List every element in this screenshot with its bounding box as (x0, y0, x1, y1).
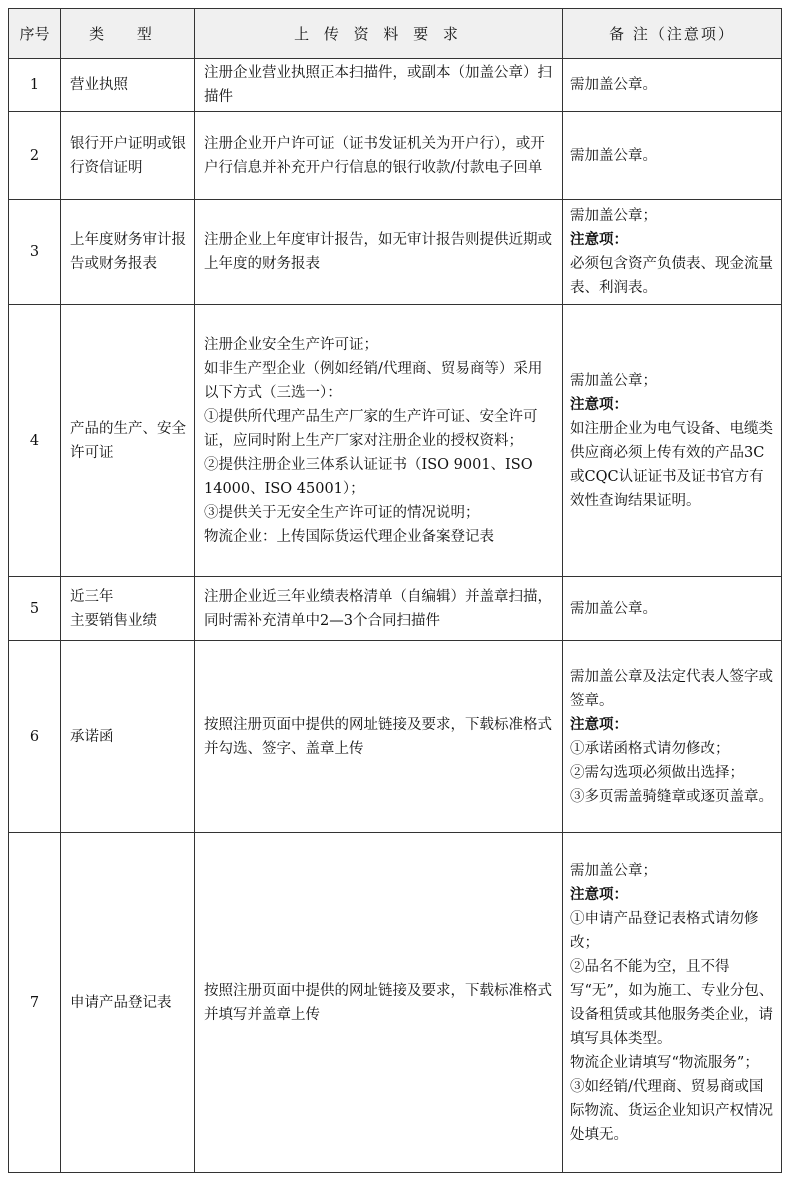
row-requirements (195, 112, 563, 200)
header-seq: 序号 (9, 9, 61, 59)
row-notes (563, 577, 782, 641)
note-heading: 注意项： (570, 885, 628, 903)
requirement-line: 如非生产型企业（例如经销/代理商、贸易商等）采用以下方式（三选一）： (204, 360, 543, 401)
requirement-line: 物流企业：上传国际货运代理企业备案登记表 (204, 528, 494, 545)
note-line: 需加盖公章； (570, 372, 657, 389)
note-line: 需加盖公章； (570, 208, 657, 224)
table-row (9, 59, 782, 112)
type-line: 主要销售业绩 (70, 612, 157, 629)
note-line: 需加盖公章。 (570, 147, 657, 164)
table-row (9, 200, 782, 305)
note-line: ③多页需盖骑缝章或逐页盖章。 (570, 788, 773, 805)
requirement-line: 注册企业近三年业绩表格清单（自编辑）并盖章扫描，同时需补充清单中2—3个合同扫描件 (204, 588, 552, 629)
requirement-line: 注册企业开户许可证（证书发证机关为开户行），或开户行信息并补充开户行信息的银行收款/付款电子回单 (204, 135, 545, 176)
row-type: 承诺函 (61, 641, 195, 833)
row-notes (563, 112, 782, 200)
row-requirements (195, 641, 563, 833)
row-type: 产品的生产、安全许可证 (61, 305, 195, 577)
requirement-line: ②提供注册企业三体系认证证书（ISO 9001、ISO 14000、ISO 45001）； (204, 456, 533, 497)
requirement-line: 注册企业安全生产许可证； (204, 336, 378, 353)
row-seq: 1 (9, 59, 61, 112)
row-seq: 3 (9, 200, 61, 305)
note-line: ②需勾选项必须做出选择； (570, 764, 744, 781)
note-line: 需加盖公章； (570, 862, 657, 879)
requirement-line: 注册企业营业执照正本扫描件，或副本（加盖公章）扫描件 (204, 65, 552, 105)
note-heading: 注意项： (570, 395, 628, 413)
type-line: 近三年 (70, 588, 114, 605)
row-seq: 4 (9, 305, 61, 577)
table-row (9, 577, 782, 641)
note-line: 需加盖公章。 (570, 77, 657, 93)
table-row (9, 641, 782, 833)
note-line: 物流企业请填写“物流服务”； (570, 1054, 759, 1071)
note-line: 必须包含资产负债表、现金流量表、利润表。 (570, 256, 773, 296)
row-notes (563, 833, 782, 1173)
requirement-line: 按照注册页面中提供的网址链接及要求，下载标准格式并填写并盖章上传 (204, 982, 552, 1023)
header-row (9, 9, 782, 59)
note-line: 需加盖公章。 (570, 600, 657, 617)
table-row (9, 112, 782, 200)
row-requirements (195, 200, 563, 305)
row-seq: 5 (9, 577, 61, 641)
requirement-line: 注册企业上年度审计报告，如无审计报告则提供近期或上年度的财务报表 (204, 232, 552, 272)
note-line: ①承诺函格式请勿修改； (570, 740, 730, 757)
row-notes (563, 200, 782, 305)
note-line: ①申请产品登记表格式请勿修改； (570, 910, 759, 951)
requirement-line: 按照注册页面中提供的网址链接及要求，下载标准格式并勾选、签字、盖章上传 (204, 716, 552, 757)
requirement-line: ③提供关于无安全生产许可证的情况说明； (204, 504, 480, 521)
table-row (9, 833, 782, 1173)
row-seq: 6 (9, 641, 61, 833)
note-line: 如注册企业为电气设备、电缆类供应商必须上传有效的产品3C或CQC认证证书及证书官方有效性查询结果证明。 (570, 420, 773, 509)
row-seq: 2 (9, 112, 61, 200)
table-row (9, 305, 782, 577)
row-notes (563, 305, 782, 577)
header-notes: 备 注（注意项） (563, 9, 782, 59)
requirement-line: ①提供所代理产品生产厂家的生产许可证、安全许可证，应同时附上生产厂家对注册企业的授权资料； (204, 408, 538, 449)
header-type: 类 型 (61, 9, 195, 59)
requirements-table (8, 8, 782, 1173)
row-type: 上年度财务审计报告或财务报表 (61, 200, 195, 305)
row-seq: 7 (9, 833, 61, 1173)
row-type (61, 577, 195, 641)
row-type: 银行开户证明或银行资信证明 (61, 112, 195, 200)
note-heading: 注意项： (570, 231, 628, 248)
header-requirements: 上 传 资 料 要 求 (195, 9, 563, 59)
note-line: ②品名不能为空，且不得写“无”，如为施工、专业分包、设备租赁或其他服务类企业，请填写具体类型。 (570, 958, 774, 1047)
row-notes (563, 641, 782, 833)
row-requirements (195, 59, 563, 112)
row-requirements (195, 577, 563, 641)
row-notes (563, 59, 782, 112)
row-requirements (195, 833, 563, 1173)
row-type: 营业执照 (61, 59, 195, 112)
row-requirements (195, 305, 563, 577)
note-heading: 注意项： (570, 715, 628, 733)
note-line: 需加盖公章及法定代表人签字或签章。 (570, 668, 773, 709)
row-type: 申请产品登记表 (61, 833, 195, 1173)
note-line: ③如经销/代理商、贸易商或国际物流、货运企业知识产权情况处填无。 (570, 1078, 773, 1143)
